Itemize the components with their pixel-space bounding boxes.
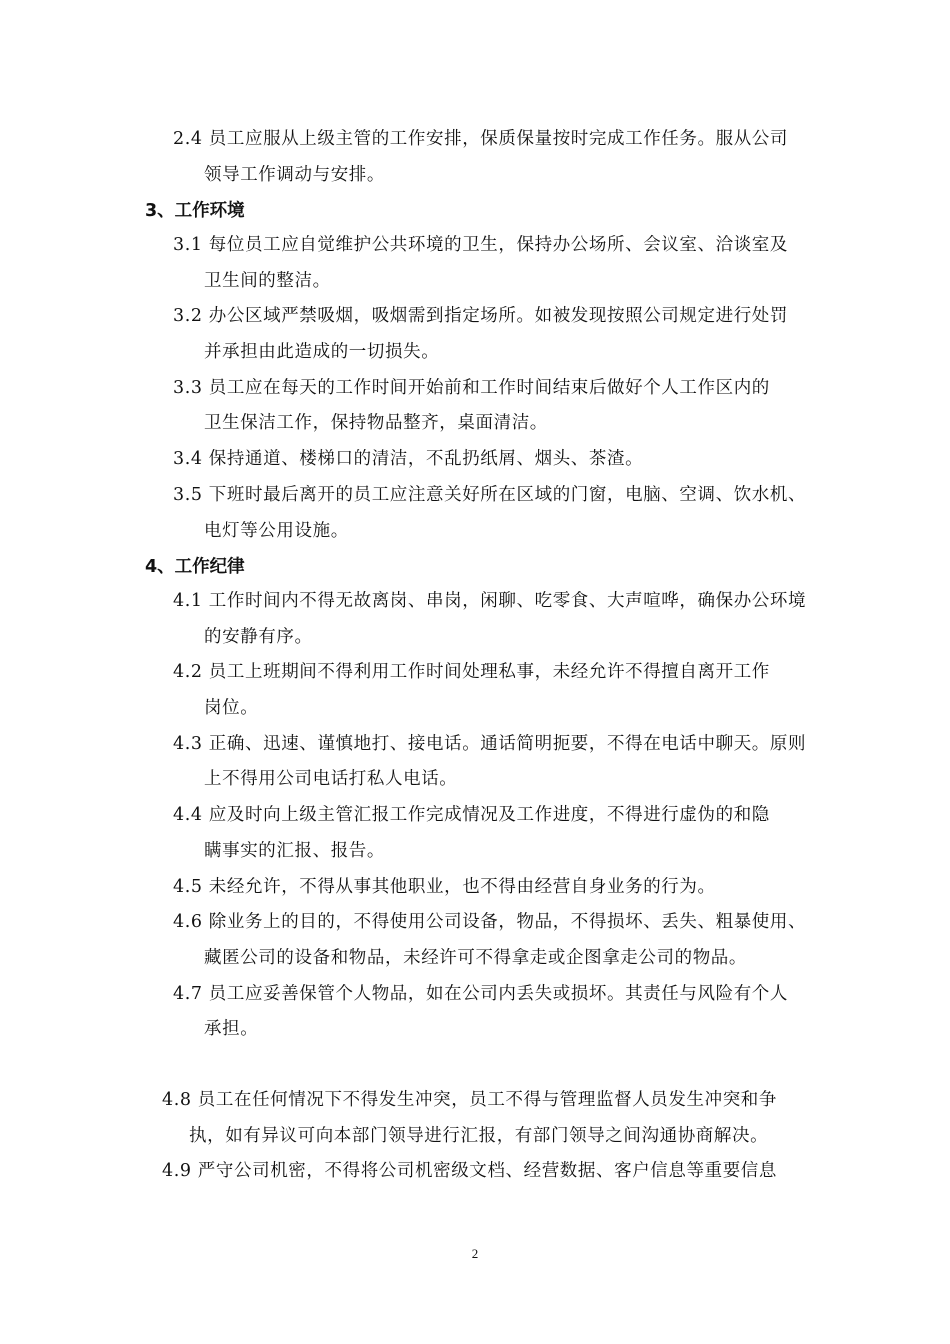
paragraph-line: 卫生保洁工作，保持物品整齐，桌面清洁。 [204,413,548,433]
paragraph-line: 4.5 未经允许，不得从事其他职业，也不得由经营自身业务的行为。 [173,877,716,897]
paragraph-line: 瞒事实的汇报、报告。 [204,841,385,861]
paragraph-line: 3.4 保持通道、楼梯口的清洁，不乱扔纸屑、烟头、茶渣。 [173,449,644,469]
paragraph-line: 4.4 应及时向上级主管汇报工作完成情况及工作进度，不得进行虚伪的和隐 [173,805,770,825]
paragraph-line: 卫生间的整洁。 [204,271,331,291]
paragraph-line: 4.6 除业务上的目的，不得使用公司设备，物品，不得损坏、丢失、粗暴使用、 [173,912,807,932]
paragraph-line: 藏匿公司的设备和物品，未经许可不得拿走或企图拿走公司的物品。 [204,948,747,968]
paragraph-line: 4.3 正确、迅速、谨慎地打、接电话。通话简明扼要，不得在电话中聊天。原则 [173,734,807,754]
paragraph-line: 上不得用公司电话打私人电话。 [204,769,458,789]
paragraph-line: 3.5 下班时最后离开的员工应注意关好所在区域的门窗，电脑、空调、饮水机、 [173,485,807,505]
section-heading-4: 4、工作纪律 [145,557,245,577]
paragraph-line: 领导工作调动与安排。 [204,165,385,185]
paragraph-line: 3.2 办公区域严禁吸烟，吸烟需到指定场所。如被发现按照公司规定进行处罚 [173,306,788,326]
paragraph-line: 的安静有序。 [204,627,313,647]
paragraph-line: 电灯等公用设施。 [204,521,349,541]
page-number: 2 [471,1246,479,1261]
paragraph-line: 执，如有异议可向本部门领导进行汇报，有部门领导之间沟通协商解决。 [189,1126,769,1146]
paragraph-line: 3.1 每位员工应自觉维护公共环境的卫生，保持办公场所、会议室、洽谈室及 [173,235,788,255]
paragraph-line: 4.8 员工在任何情况下不得发生冲突，员工不得与管理监督人员发生冲突和争 [162,1090,777,1110]
paragraph-line: 4.9 严守公司机密，不得将公司机密级文档、经营数据、客户信息等重要信息 [162,1161,777,1181]
paragraph-line: 2.4 员工应服从上级主管的工作安排，保质保量按时完成工作任务。服从公司 [173,129,788,149]
paragraph-line: 3.3 员工应在每天的工作时间开始前和工作时间结束后做好个人工作区内的 [173,378,770,398]
paragraph-line: 4.2 员工上班期间不得利用工作时间处理私事，未经允许不得擅自离开工作 [173,662,770,682]
paragraph-line: 并承担由此造成的一切损失。 [204,342,440,362]
paragraph-line: 岗位。 [204,698,259,718]
paragraph-line: 4.7 员工应妥善保管个人物品，如在公司内丢失或损坏。其责任与风险有个人 [173,984,788,1004]
section-heading-3: 3、工作环境 [145,201,245,221]
paragraph-line: 4.1 工作时间内不得无故离岗、串岗，闲聊、吃零食、大声喧哗，确保办公环境 [173,591,807,611]
paragraph-line: 承担。 [204,1019,259,1039]
